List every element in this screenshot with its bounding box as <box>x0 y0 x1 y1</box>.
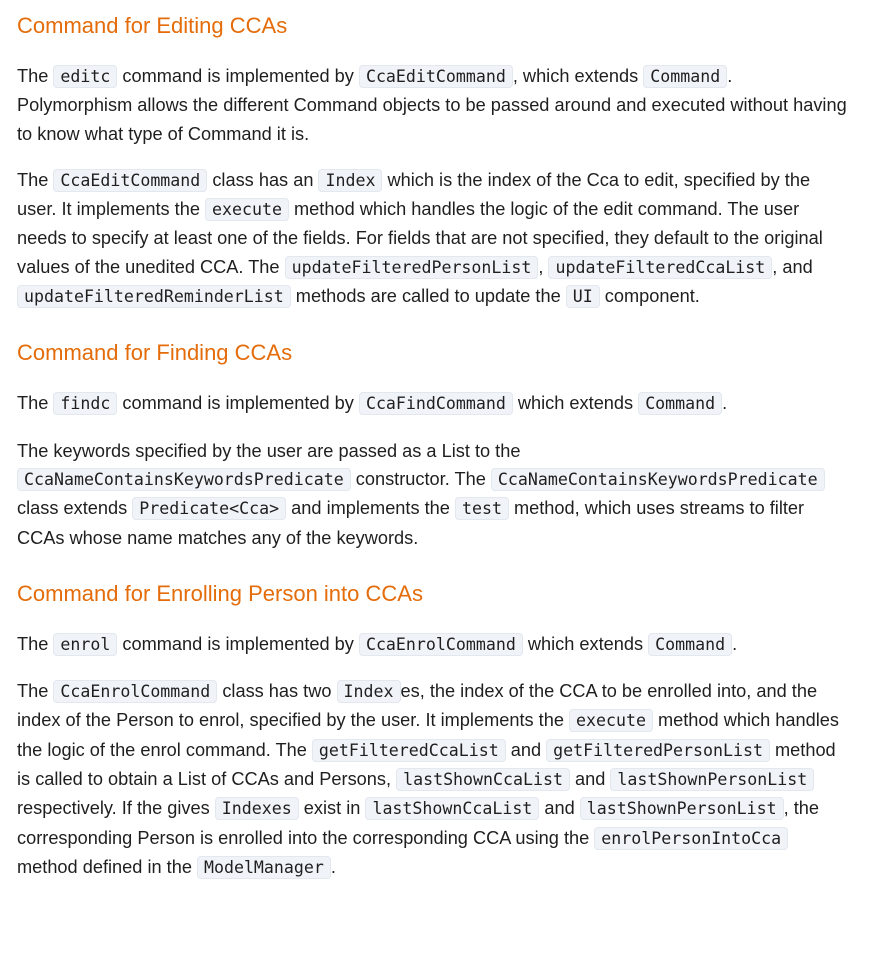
inline-code: CcaNameContainsKeywordsPredicate <box>491 468 825 491</box>
inline-code: execute <box>569 709 653 732</box>
inline-code: Indexes <box>215 797 299 820</box>
inline-code: CcaEditCommand <box>53 169 207 192</box>
inline-code: lastShownPersonList <box>580 797 784 820</box>
text-run: which is the index of the Cca to edit, specified by the user. It implements the <box>17 169 811 220</box>
inline-code: lastShownPersonList <box>610 768 814 791</box>
text-run: and implements the <box>286 498 455 519</box>
text-run: which extends <box>512 393 639 414</box>
inline-code: updateFilteredCcaList <box>548 256 772 279</box>
inline-code: lastShownCcaList <box>396 768 570 791</box>
text-run: , the corresponding Person is enrolled into the corresponding CCA using the <box>17 798 819 848</box>
text-run: The keywords specified by the user are passed as a List to the <box>17 440 521 461</box>
text-run: . <box>722 393 728 414</box>
text-run: class has an <box>207 169 319 190</box>
text-run: es, the index of the CCA to be enrolled into, and the index of the Person to enrol, specified by the user. It implements the <box>17 681 818 731</box>
text-run: and <box>569 769 611 790</box>
text-run: command is implemented by <box>117 393 359 414</box>
inline-code: ModelManager <box>197 856 331 879</box>
inline-code: enrolPersonIntoCca <box>594 827 788 850</box>
inline-code: Index <box>337 680 401 703</box>
text-run: command is implemented by <box>117 66 359 86</box>
inline-code: Command <box>648 633 732 656</box>
section-finding-ccas <box>17 327 847 551</box>
inline-code: UI <box>566 285 600 308</box>
inline-code: updateFilteredReminderList <box>17 285 291 308</box>
text-run: . <box>732 633 738 654</box>
section-gap <box>17 311 847 327</box>
inline-code: Command <box>638 392 722 415</box>
text-run: method which handles the logic of the enrol command. The <box>17 710 839 760</box>
paragraph <box>17 630 847 659</box>
text-run: method which handles the logic of the edit command. The user needs to specify at least one of the fields. For fields that are not specified, they default to the original values of the unedited CCA. The <box>17 199 823 277</box>
section-heading: Command for Editing CCAs <box>17 13 288 38</box>
paragraph <box>17 389 847 418</box>
text-run: , and <box>772 256 813 277</box>
inline-code: CcaNameContainsKeywordsPredicate <box>17 468 351 491</box>
text-run: methods are called to update the <box>290 286 566 307</box>
paragraph <box>17 166 847 311</box>
text-run: class extends <box>17 498 133 519</box>
text-run: respectively. If the gives <box>17 798 215 819</box>
inline-code: CcaEnrolCommand <box>359 633 523 656</box>
inline-code: findc <box>53 392 117 415</box>
inline-code: lastShownCcaList <box>365 797 539 820</box>
inline-code: CcaEnrolCommand <box>53 680 217 703</box>
text-run: component. <box>599 286 700 307</box>
text-run: and <box>539 798 580 819</box>
inline-code: editc <box>53 65 117 88</box>
inline-code: enrol <box>53 633 117 656</box>
text-run: method defined in the <box>17 856 197 877</box>
paragraph <box>17 62 847 148</box>
inline-code: execute <box>205 198 289 221</box>
text-run: The <box>17 633 54 654</box>
inline-code: getFilteredPersonList <box>546 739 770 762</box>
text-run: , which extends <box>512 66 644 86</box>
text-run: . Polymorphism allows the different Command objects to be passed around and executed without having to know what type of Command it is. <box>17 66 847 144</box>
section-gap <box>17 552 847 568</box>
section-enrolling-person <box>17 568 847 882</box>
inline-code: test <box>455 497 509 520</box>
section-heading: Command for Finding CCAs <box>17 340 293 366</box>
text-run: , <box>538 256 549 277</box>
text-run: . <box>330 856 336 877</box>
text-run: The <box>17 393 54 414</box>
text-run: The <box>17 66 54 86</box>
inline-code: updateFilteredPersonList <box>285 256 539 279</box>
text-run: constructor. The <box>350 468 491 489</box>
section-heading: Command for Enrolling Person into CCAs <box>17 580 423 606</box>
paragraph <box>17 437 847 552</box>
paragraph <box>17 677 847 882</box>
inline-code: CcaEditCommand <box>359 65 513 88</box>
text-run: which extends <box>522 633 649 654</box>
text-run: command is implemented by <box>117 633 359 654</box>
inline-code: Predicate<Cca> <box>132 497 286 520</box>
section-editing-ccas <box>17 0 847 311</box>
text-run: and <box>505 739 547 760</box>
text-run: The <box>17 169 54 190</box>
inline-code: Index <box>318 169 382 192</box>
text-run: method, which uses streams to filter CCAs whose name matches any of the keywords. <box>17 498 805 548</box>
inline-code: CcaFindCommand <box>359 392 513 415</box>
text-run: exist in <box>298 798 366 819</box>
inline-code: getFilteredCcaList <box>312 739 506 762</box>
text-run: method is called to obtain a List of CCAs and Persons, <box>17 739 836 790</box>
text-run: The <box>17 681 54 702</box>
text-run: class has two <box>217 681 337 702</box>
inline-code: Command <box>643 65 727 88</box>
